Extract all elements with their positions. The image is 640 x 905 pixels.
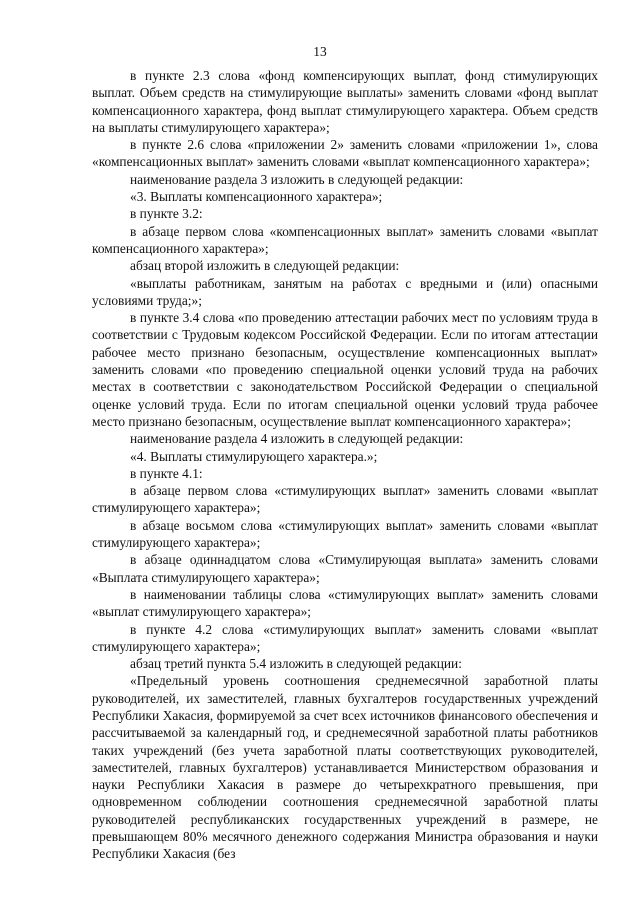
paragraph-item-4-2: в пункте 4.2 слова «стимулирующих выплат» заменить словами «выплат стимулирующего характера»; (92, 621, 598, 654)
document-body (92, 67, 598, 863)
paragraph-item-2-3: в пункте 2.3 слова «фонд компенсирующих выплат, фонд стимулирующих выплат. Объем средств на стимулирующие выплаты» заменить словами «фонд выплат компенсационного характера, фонд выплат стимулирующего характера. Объем средств на выплаты стимулирующего характера»; (92, 68, 598, 135)
paragraph-item-3-2: в пункте 3.2: (130, 206, 203, 222)
paragraph-section-4-title-instruction: наименование раздела 4 изложить в следующей редакции: (130, 431, 464, 447)
paragraph-item-4-1-first: в абзаце первом слова «стимулирующих выплат» заменить словами «выплат стимулирующего характера»; (92, 483, 598, 516)
paragraph-item-4-1-eighth: в абзаце восьмом слова «стимулирующих выплат» заменить словами «выплат стимулирующего характера»; (92, 517, 598, 551)
paragraph-section-4-title: «4. Выплаты стимулирующего характера.»; (130, 448, 378, 464)
paragraph-item-3-2-first: в абзаце первом слова «компенсационных выплат» заменить словами «выплат компенсационного характера»; (92, 223, 598, 256)
paragraph-table-title: в наименовании таблицы слова «стимулирующих выплат» заменить словами «выплат стимулирующего характера»; (92, 586, 598, 620)
page-number: 13 (313, 44, 327, 59)
paragraph-section-3-title-instruction: наименование раздела 3 изложить в следующей редакции: (130, 171, 464, 187)
paragraph-item-3-2-second-instruction: абзац второй изложить в следующей редакции: (130, 258, 400, 274)
paragraph-item-3-2-second-text: «выплаты работникам, занятым на работах с вредными и (или) опасными условиями труда;»; (92, 275, 598, 308)
paragraph-item-4-1-eleventh: в абзаце одиннадцатом слова «Стимулирующая выплата» заменить словами «Выплата стимулирующего характера»; (92, 552, 598, 585)
paragraph-item-5-4-text: «Предельный уровень соотношения среднемесячной заработной платы руководителей, их заместителей, главных бухгалтеров государственных учреждений Республики Хакасия, формируемой за счет всех источников финансового обеспечения и рассчитываемой за календарный год, и среднемесячной заработной платы работников таких учреждений (без учета заработной платы соответствующих руководителей, заместителей, главных бухгалтеров) устанавливается Министерством образования и науки Республики Хакасия в размере до четырехкратного превышения, при одновременном соблюдении соотношения среднемесячной заработной платы руководителей республиканских государственных учреждений в размере, не превышающем 80% месячного денежного содержания Министра образования и науки Республики Хакасия (без (92, 673, 598, 862)
paragraph-item-2-6: в пункте 2.6 слова «приложении 2» заменить словами «приложении 1», слова «компенсационных выплат» заменить словами «выплат компенсационного характера»; (92, 137, 598, 170)
paragraph-item-3-4: в пункте 3.4 слова «по проведению аттестации рабочих мест по условиям труда в соответствии с Трудовым кодексом Российской Федерации. Если по итогам аттестации рабочее место признано безопасным, осуществление компенсационных выплат» заменить словами «по проведению специальной оценки условий труда на рабочих местах в соответствии с законодательством Российской Федерации о специальной оценке условий труда. Если по итогам специальной оценки условий труда рабочее место признано безопасным, осуществление выплат компенсационного характера»; (92, 310, 598, 429)
paragraph-item-4-1: в пункте 4.1: (130, 465, 203, 481)
paragraph-item-5-4-instruction: абзац третий пункта 5.4 изложить в следующей редакции: (130, 656, 462, 672)
paragraph-section-3-title: «3. Выплаты компенсационного характера»; (130, 189, 383, 205)
